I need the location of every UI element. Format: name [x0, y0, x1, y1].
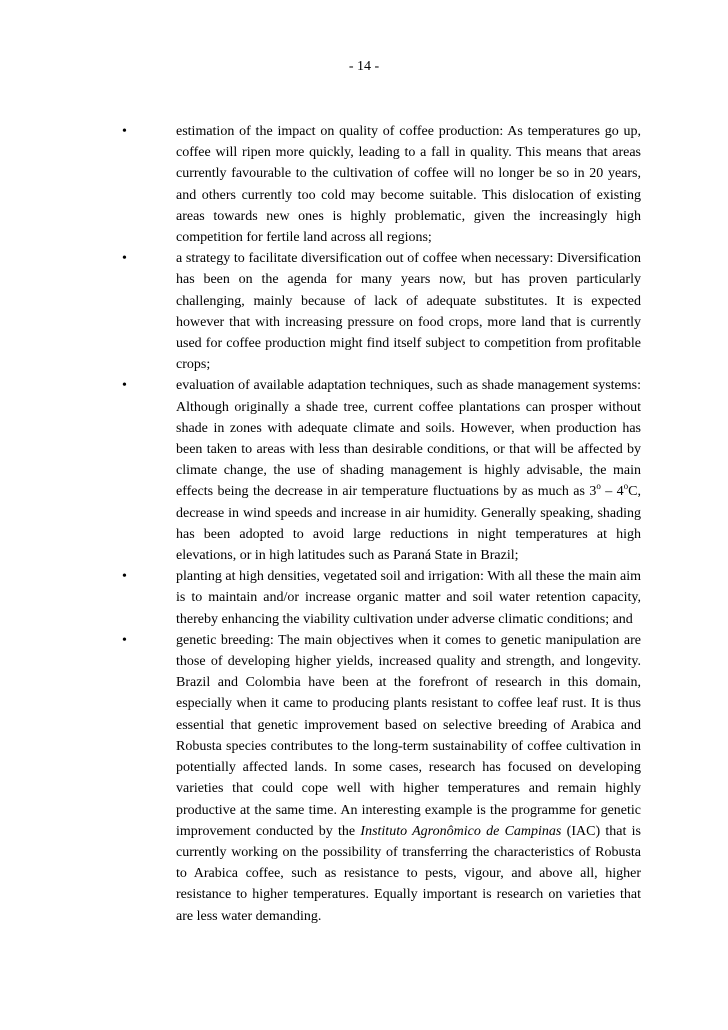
bullet-icon: •: [122, 569, 127, 585]
list-item-text: [176, 630, 641, 927]
list-item: [0, 248, 728, 375]
list-item: [0, 121, 728, 248]
list-item: [0, 566, 728, 630]
bullet-list: [0, 121, 728, 927]
text-run: – 4: [600, 484, 624, 500]
bullet-icon: •: [122, 632, 127, 648]
text-run: C, decrease in wind speeds and increase in air humidity. Generally speaking, shading has been adopted to avoid large reductions in night temperatures at high elevations, or in high latitudes such as Paraná State in Brazil;: [176, 484, 641, 564]
list-item: [0, 630, 728, 927]
list-item-text: a strategy to facilitate diversification out of coffee when necessary: Diversification has been on the agenda for many years now, but has proven particularly challenging, mainly because of lack of adequate substitutes. It is expected however that with increasing pressure on food crops, more land that is currently used for coffee production might find itself subject to competition from profitable crops;: [176, 251, 641, 373]
bullet-icon: •: [122, 251, 127, 267]
list-item: [0, 375, 728, 566]
bullet-icon: •: [122, 378, 127, 394]
list-item-text: planting at high densities, vegetated soil and irrigation: With all these the main aim is to maintain and/or increase organic matter and soil water retention capacity, thereby enhancing the viability cultivation under adverse climatic conditions; and: [176, 569, 641, 627]
text-run: evaluation of available adaptation techniques, such as shade management systems: Although originally a shade tree, current coffee plantations can prosper without shade in zones with adequate climate and soils. However, when production has been taken to areas with less than desirable conditions, or that will be affected by climate change, the use of shading management is highly advisable, the main effects being the decrease in air temperature fluctuations by as much as 3: [176, 378, 641, 500]
page-number: - 14 -: [348, 59, 380, 74]
degree-superscript: o: [623, 481, 629, 492]
text-run: genetic breeding: The main objectives when it comes to genetic manipulation are those of developing higher yields, increased quality and strength, and longevity. Brazil and Colombia have been at the forefront of research in this domain, especially when it came to producing plants resistant to coffee leaf rust. It is thus essential that genetic improvement based on selective breeding of Arabica and Robusta species contributes to the long-term sustainability of coffee cultivation in potentially affected lands. In some cases, research has focused on developing varieties that could cope well with higher temperatures and remain highly productive at the same time. An interesting example is the programme for genetic improvement conducted by the: [176, 632, 641, 839]
degree-superscript: o: [596, 481, 601, 492]
bullet-icon: •: [122, 124, 127, 139]
institute-name: Instituto Agronômico de Campinas: [360, 823, 562, 839]
list-item-text: estimation of the impact on quality of coffee production: As temperatures go up, coffee will ripen more quickly, leading to a fall in quality. This means that areas currently favourable to the cultivation of coffee will no longer be so in 20 years, and others currently too cold may become suitable. This dislocation of existing areas towards new ones is highly problematic, given the increasingly high competition for fertile land across all regions;: [176, 124, 641, 246]
list-item-text: [176, 375, 641, 566]
text-run: (IAC) that is currently working on the possibility of transferring the characteristics of Robusta to Arabica coffee, such as resistance to pests, vigour, and above all, higher resistance to higher temperatures. Equally important is research on varieties that are less water demanding.: [176, 823, 641, 924]
